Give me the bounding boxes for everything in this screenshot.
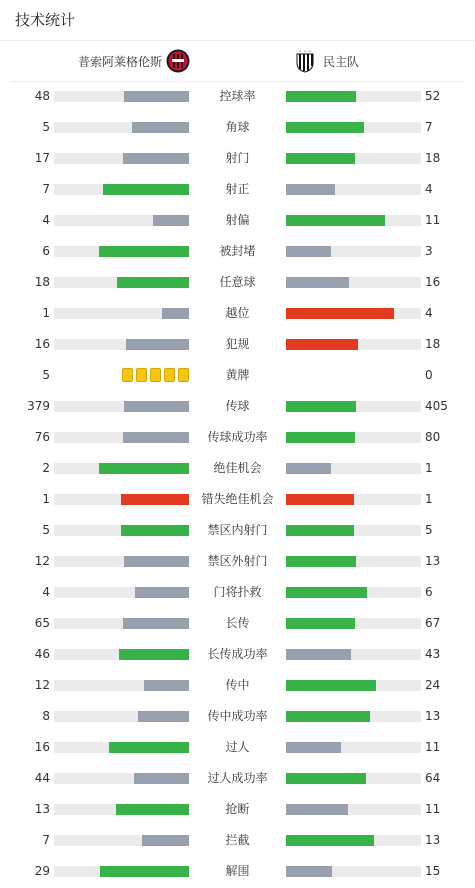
stat-label: 黄牌 <box>225 368 250 382</box>
away-stat-bar <box>286 184 421 195</box>
away-stat-bar-fill <box>286 835 374 846</box>
away-stat-bar-fill <box>286 153 355 164</box>
home-stat-value: 1 <box>42 492 50 506</box>
home-stat-bar-fill <box>124 91 189 102</box>
home-stat-value: 7 <box>42 833 50 847</box>
away-stat-bar-fill <box>286 401 356 412</box>
stat-label: 传中成功率 <box>207 709 268 723</box>
away-stat-bar <box>286 587 421 598</box>
stat-row <box>0 391 475 422</box>
home-stat-value: 4 <box>42 213 50 227</box>
home-stat-bar-fill <box>142 835 189 846</box>
away-stat-bar <box>286 866 421 877</box>
yellow-card-icon <box>122 368 133 382</box>
stat-row <box>0 701 475 732</box>
away-stat-bar <box>286 215 421 226</box>
stat-row <box>0 360 475 391</box>
home-stat-bar-fill <box>109 742 189 753</box>
away-stat-value: 15 <box>425 864 441 878</box>
away-stat-bar <box>286 804 421 815</box>
stat-label: 过人 <box>225 740 250 754</box>
stat-row <box>0 794 475 825</box>
stat-row <box>0 329 475 360</box>
away-stat-bar-fill <box>286 773 366 784</box>
home-stat-value: 16 <box>34 740 50 754</box>
away-stat-value: 7 <box>425 120 433 134</box>
home-stat-bar-fill <box>99 246 189 257</box>
stat-row <box>0 298 475 329</box>
stat-label: 任意球 <box>219 275 256 289</box>
stat-row <box>0 143 475 174</box>
stat-row <box>0 639 475 670</box>
home-stat-bar <box>54 742 189 753</box>
stat-label: 解围 <box>225 864 250 878</box>
stat-label: 禁区外射门 <box>207 554 268 568</box>
home-stat-value: 5 <box>42 523 50 537</box>
home-stat-bar <box>54 866 189 877</box>
away-stat-value: 11 <box>425 802 441 816</box>
home-stat-bar-fill <box>153 215 189 226</box>
away-stat-value: 4 <box>425 182 433 196</box>
home-stat-bar <box>54 618 189 629</box>
stat-label: 门将扑救 <box>213 585 262 599</box>
away-stat-bar <box>286 463 421 474</box>
home-stat-bar-fill <box>126 339 189 350</box>
stat-label: 拦截 <box>225 833 250 847</box>
away-stat-bar <box>286 401 421 412</box>
away-stat-value: 43 <box>425 647 441 661</box>
home-stat-bar-fill <box>138 711 189 722</box>
stat-row <box>0 484 475 515</box>
home-stat-bar <box>54 680 189 691</box>
home-stat-bar <box>54 184 189 195</box>
away-stat-bar <box>286 122 421 133</box>
stat-row <box>0 205 475 236</box>
stat-row <box>0 670 475 701</box>
away-stat-bar-fill <box>286 463 331 474</box>
away-stat-bar-fill <box>286 804 348 815</box>
home-stat-bar <box>54 835 189 846</box>
home-stat-value: 6 <box>42 244 50 258</box>
away-stat-value: 4 <box>425 306 433 320</box>
stat-row <box>0 453 475 484</box>
away-stat-bar <box>286 711 421 722</box>
home-stat-bar-fill <box>124 556 189 567</box>
teams-header <box>0 41 475 81</box>
away-stat-bar-fill <box>286 339 358 350</box>
home-stat-value: 48 <box>34 89 50 103</box>
stat-row <box>0 825 475 856</box>
stat-label: 错失绝佳机会 <box>201 492 274 506</box>
home-team[interactable] <box>78 49 190 73</box>
stat-label: 禁区内射门 <box>207 523 268 537</box>
stat-row <box>0 608 475 639</box>
away-stat-bar-fill <box>286 432 355 443</box>
home-stat-bar-fill <box>123 618 189 629</box>
home-yellow-cards <box>122 368 189 382</box>
stat-row <box>0 81 475 112</box>
home-stat-value: 1 <box>42 306 50 320</box>
away-stat-value: 67 <box>425 616 441 630</box>
away-stat-bar-fill <box>286 587 367 598</box>
home-stat-bar-fill <box>103 184 189 195</box>
home-stat-value: 16 <box>34 337 50 351</box>
stat-label: 过人成功率 <box>207 771 268 785</box>
away-stat-bar-fill <box>286 494 354 505</box>
away-stat-bar-fill <box>286 649 351 660</box>
home-stat-value: 46 <box>34 647 50 661</box>
away-stat-bar <box>286 618 421 629</box>
home-stat-bar-fill <box>123 153 189 164</box>
home-stat-bar <box>54 525 189 536</box>
stat-label: 射偏 <box>225 213 250 227</box>
home-stat-value: 12 <box>34 554 50 568</box>
away-stat-value: 6 <box>425 585 433 599</box>
home-stat-bar <box>54 277 189 288</box>
home-stat-bar-fill <box>117 277 189 288</box>
home-stat-bar <box>54 246 189 257</box>
away-stat-bar <box>286 91 421 102</box>
home-stat-bar-fill <box>99 463 189 474</box>
away-stat-bar-fill <box>286 680 376 691</box>
home-stat-bar-fill <box>134 773 189 784</box>
away-stat-bar <box>286 432 421 443</box>
stat-row <box>0 856 475 887</box>
home-stat-bar <box>54 463 189 474</box>
away-stat-value: 24 <box>425 678 441 692</box>
home-stat-bar <box>54 773 189 784</box>
stat-label: 角球 <box>225 120 250 134</box>
stat-label: 越位 <box>225 306 250 320</box>
away-stat-value: 13 <box>425 709 441 723</box>
home-stat-bar-fill <box>123 432 189 443</box>
home-stat-value: 12 <box>34 678 50 692</box>
away-stat-value: 1 <box>425 461 433 475</box>
home-stat-value: 7 <box>42 182 50 196</box>
home-stat-bar-fill <box>116 804 189 815</box>
home-team-name: 普索阿莱格伦斯 <box>77 54 162 69</box>
home-stat-bar-fill <box>121 525 189 536</box>
away-stat-bar-fill <box>286 246 331 257</box>
home-stat-bar <box>54 587 189 598</box>
page-title: 技术统计 <box>15 11 76 29</box>
home-stat-value: 17 <box>34 151 50 165</box>
away-stat-bar-fill <box>286 866 332 877</box>
home-stat-value: 379 <box>27 399 50 413</box>
away-stat-bar <box>286 649 421 660</box>
away-stat-bar-fill <box>286 91 356 102</box>
yellow-card-icon <box>150 368 161 382</box>
home-stat-bar <box>54 153 189 164</box>
stat-label: 传球成功率 <box>207 430 268 444</box>
away-stat-value: 64 <box>425 771 441 785</box>
stat-row <box>0 422 475 453</box>
home-stat-bar <box>54 215 189 226</box>
away-stat-value: 16 <box>425 275 441 289</box>
stat-label: 长传成功率 <box>207 647 268 661</box>
home-stat-bar-fill <box>119 649 189 660</box>
home-club-crest-icon <box>166 49 190 73</box>
stat-row <box>0 112 475 143</box>
away-stat-bar-fill <box>286 525 354 536</box>
stat-label: 绝佳机会 <box>213 461 262 475</box>
away-team-name: 民主队 <box>323 54 360 69</box>
away-stat-bar <box>286 308 421 319</box>
stat-label: 被封堵 <box>219 244 256 258</box>
home-stat-bar-fill <box>132 122 189 133</box>
away-stat-bar <box>286 773 421 784</box>
stat-label: 犯规 <box>225 337 250 351</box>
away-stat-bar <box>286 494 421 505</box>
away-stat-value: 52 <box>425 89 441 103</box>
home-stat-bar <box>54 556 189 567</box>
away-stat-bar-fill <box>286 711 370 722</box>
away-stat-value: 405 <box>425 399 448 413</box>
away-stat-value: 5 <box>425 523 433 537</box>
away-stat-bar <box>286 680 421 691</box>
home-stat-value: 18 <box>34 275 50 289</box>
away-stat-bar <box>286 556 421 567</box>
stat-label: 传球 <box>225 399 250 413</box>
home-stat-bar <box>54 494 189 505</box>
stat-row <box>0 577 475 608</box>
home-stat-value: 13 <box>34 802 50 816</box>
home-stat-bar <box>54 122 189 133</box>
yellow-card-icon <box>136 368 147 382</box>
home-stat-bar <box>54 804 189 815</box>
stat-label: 射正 <box>225 182 250 196</box>
away-stat-bar-fill <box>286 556 356 567</box>
home-stat-bar-fill <box>162 308 189 319</box>
home-stat-value: 76 <box>34 430 50 444</box>
stat-row <box>0 267 475 298</box>
away-stat-value: 80 <box>425 430 441 444</box>
home-stat-value: 44 <box>34 771 50 785</box>
home-stat-value: 5 <box>42 368 50 382</box>
home-stat-bar <box>54 711 189 722</box>
stats-list <box>0 81 475 887</box>
away-stat-value: 18 <box>425 151 441 165</box>
stat-row <box>0 546 475 577</box>
home-stat-bar-fill <box>144 680 189 691</box>
home-stat-value: 4 <box>42 585 50 599</box>
away-stat-value: 13 <box>425 554 441 568</box>
home-stat-bar <box>54 401 189 412</box>
away-stat-value: 11 <box>425 213 441 227</box>
away-stat-bar-fill <box>286 215 385 226</box>
away-stat-value: 18 <box>425 337 441 351</box>
away-stat-value: 11 <box>425 740 441 754</box>
stat-label: 长传 <box>225 616 250 630</box>
home-stat-bar-fill <box>121 494 189 505</box>
away-stat-bar <box>286 277 421 288</box>
home-stat-bar-fill <box>100 866 189 877</box>
home-stat-bar <box>54 91 189 102</box>
stat-row <box>0 763 475 794</box>
away-stat-bar-fill <box>286 618 355 629</box>
stat-label: 控球率 <box>219 89 256 103</box>
away-stat-bar <box>286 246 421 257</box>
away-stat-bar <box>286 339 421 350</box>
home-stat-bar <box>54 308 189 319</box>
home-stat-value: 29 <box>34 864 50 878</box>
stat-label: 射门 <box>225 151 250 165</box>
home-stat-bar <box>54 649 189 660</box>
away-stat-bar-fill <box>286 122 364 133</box>
home-stat-bar-fill <box>124 401 189 412</box>
home-stat-value: 2 <box>42 461 50 475</box>
stat-row <box>0 236 475 267</box>
home-stat-value: 5 <box>42 120 50 134</box>
home-stat-bar <box>54 339 189 350</box>
stat-row <box>0 515 475 546</box>
yellow-card-icon <box>164 368 175 382</box>
stat-label: 传中 <box>225 678 250 692</box>
away-stat-bar <box>286 153 421 164</box>
away-stat-bar-fill <box>286 742 341 753</box>
away-stat-value: 3 <box>425 244 433 258</box>
away-stat-value: 0 <box>425 368 433 382</box>
away-stat-bar-fill <box>286 277 349 288</box>
away-stat-value: 13 <box>425 833 441 847</box>
away-team[interactable] <box>293 49 359 73</box>
home-stat-bar <box>54 432 189 443</box>
away-stat-bar <box>286 835 421 846</box>
home-stat-bar-fill <box>135 587 189 598</box>
stat-label: 抢断 <box>225 802 250 816</box>
away-stat-bar-fill <box>286 184 335 195</box>
away-stat-value: 1 <box>425 492 433 506</box>
away-stat-bar <box>286 525 421 536</box>
home-stat-value: 8 <box>42 709 50 723</box>
yellow-card-icon <box>178 368 189 382</box>
away-stat-bar-fill <box>286 308 394 319</box>
away-club-crest-icon <box>293 49 317 73</box>
home-stat-value: 65 <box>34 616 50 630</box>
away-stat-bar <box>286 742 421 753</box>
stat-row <box>0 732 475 763</box>
stat-row <box>0 174 475 205</box>
